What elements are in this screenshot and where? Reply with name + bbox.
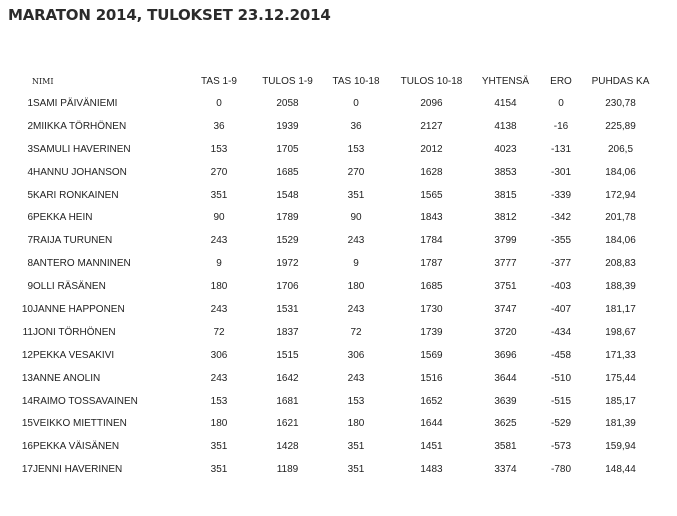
tas1-cell: 243 — [210, 235, 228, 247]
tas2-cell: 351 — [347, 464, 365, 476]
table-row — [16, 298, 658, 321]
tas1-cell: 180 — [210, 418, 228, 430]
yhteensa-cell: 4023 — [494, 143, 517, 155]
rank-cell: 9 — [27, 281, 33, 293]
ero-cell: -458 — [550, 349, 571, 361]
puhdas-cell: 148,44 — [605, 464, 636, 476]
yhteensa-cell: 3644 — [494, 372, 517, 384]
column-header-tulos2: TULOS 10-18 — [400, 75, 463, 87]
tulos1-cell: 1515 — [276, 349, 299, 361]
column-header-name: NIMI — [32, 76, 54, 86]
ero-cell: -403 — [550, 281, 571, 293]
yhteensa-cell: 4154 — [494, 97, 517, 109]
name-cell: RAIJA TURUNEN — [33, 235, 113, 247]
tulos2-cell: 1787 — [420, 258, 443, 270]
tas1-cell: 9 — [216, 258, 222, 270]
puhdas-cell: 208,83 — [605, 258, 636, 270]
yhteensa-cell: 3581 — [494, 441, 517, 453]
yhteensa-cell: 3374 — [494, 464, 517, 476]
tas1-cell: 270 — [210, 166, 228, 178]
tas2-cell: 153 — [347, 395, 365, 407]
tas2-cell: 0 — [353, 97, 359, 109]
tulos2-cell: 1565 — [420, 189, 443, 201]
column-header-puhdas: PUHDAS KA — [591, 75, 650, 87]
tas2-cell: 243 — [347, 235, 365, 247]
puhdas-cell: 175,44 — [605, 372, 636, 384]
table-row — [16, 412, 658, 435]
puhdas-cell: 184,06 — [605, 166, 636, 178]
name-cell: JENNI HAVERINEN — [33, 464, 123, 476]
tulos1-cell: 1685 — [276, 166, 299, 178]
yhteensa-cell: 3696 — [494, 349, 517, 361]
puhdas-cell: 188,39 — [605, 281, 636, 293]
tulos1-cell: 1681 — [276, 395, 299, 407]
rank-cell: 3 — [27, 143, 33, 155]
name-cell: RAIMO TOSSAVAINEN — [33, 395, 138, 407]
tulos2-cell: 2127 — [420, 120, 443, 132]
puhdas-cell: 198,67 — [605, 326, 636, 338]
tulos1-cell: 1706 — [276, 281, 299, 293]
name-cell: JANNE HAPPONEN — [33, 303, 125, 315]
yhteensa-cell: 3812 — [494, 212, 517, 224]
ero-cell: 0 — [558, 97, 564, 109]
tas2-cell: 153 — [347, 143, 365, 155]
rank-cell: 16 — [21, 441, 33, 453]
ero-cell: -407 — [550, 303, 571, 315]
puhdas-cell: 159,94 — [605, 441, 636, 453]
table-row — [16, 435, 658, 458]
column-header-yhteensa: YHTENSÄ — [481, 75, 530, 87]
yhteensa-cell: 3747 — [494, 303, 517, 315]
puhdas-cell: 172,94 — [605, 189, 636, 201]
ero-cell: -529 — [550, 418, 571, 430]
tas2-cell: 243 — [347, 303, 365, 315]
table-row — [16, 92, 658, 115]
yhteensa-cell: 3720 — [494, 326, 517, 338]
tas1-cell: 153 — [210, 395, 228, 407]
name-cell: SAMI PÄIVÄNIEMI — [33, 97, 118, 109]
name-cell: KARI RONKAINEN — [33, 189, 119, 201]
table-row — [16, 458, 658, 481]
tulos1-cell: 1705 — [276, 143, 299, 155]
ero-cell: -434 — [550, 326, 571, 338]
name-cell: MIIKKA TÖRHÖNEN — [33, 120, 127, 132]
tulos1-cell: 1837 — [276, 326, 299, 338]
ero-cell: -780 — [550, 464, 571, 476]
tulos2-cell: 1685 — [420, 281, 443, 293]
name-cell: JONI TÖRHÖNEN — [33, 326, 116, 338]
yhteensa-cell: 3639 — [494, 395, 517, 407]
tulos1-cell: 1189 — [276, 464, 299, 476]
name-cell: PEKKA HEIN — [33, 212, 93, 224]
tulos2-cell: 1628 — [420, 166, 443, 178]
tulos1-cell: 1642 — [276, 372, 299, 384]
tulos1-cell: 1621 — [276, 418, 299, 430]
tulos1-cell: 1972 — [276, 258, 299, 270]
yhteensa-cell: 3853 — [494, 166, 517, 178]
column-header-tas1: TAS 1-9 — [201, 75, 237, 87]
table-row — [16, 115, 658, 138]
tas2-cell: 180 — [347, 281, 365, 293]
ero-cell: -377 — [550, 258, 571, 270]
rank-cell: 10 — [21, 303, 33, 315]
table-row — [16, 252, 658, 275]
rank-cell: 14 — [21, 395, 33, 407]
puhdas-cell: 181,39 — [605, 418, 636, 430]
tas2-cell: 36 — [350, 120, 362, 132]
tulos2-cell: 1784 — [420, 235, 443, 247]
ero-cell: -339 — [550, 189, 571, 201]
ero-cell: -510 — [550, 372, 571, 384]
tas2-cell: 270 — [347, 166, 365, 178]
tas2-cell: 90 — [350, 212, 362, 224]
tas2-cell: 72 — [350, 326, 362, 338]
column-header-tas2: TAS 10-18 — [332, 75, 380, 87]
tas1-cell: 153 — [210, 143, 228, 155]
ero-cell: -131 — [550, 143, 571, 155]
rank-cell: 8 — [27, 258, 33, 270]
table-row — [16, 206, 658, 229]
name-cell: PEKKA VESAKIVI — [33, 349, 115, 361]
tas2-cell: 180 — [347, 418, 365, 430]
rank-cell: 13 — [21, 372, 33, 384]
tulos2-cell: 1451 — [420, 441, 443, 453]
puhdas-cell: 184,06 — [605, 235, 636, 247]
tas2-cell: 9 — [353, 258, 359, 270]
rank-cell: 5 — [27, 189, 33, 201]
tulos2-cell: 1843 — [420, 212, 443, 224]
tulos2-cell: 1644 — [420, 418, 443, 430]
rank-cell: 11 — [22, 326, 33, 338]
yhteensa-cell: 3799 — [494, 235, 517, 247]
name-cell: HANNU JOHANSON — [33, 166, 127, 178]
rank-cell: 17 — [21, 464, 33, 476]
tulos1-cell: 1789 — [276, 212, 299, 224]
column-header-tulos1: TULOS 1-9 — [262, 75, 313, 87]
tas2-cell: 351 — [347, 189, 365, 201]
table-row — [16, 390, 658, 413]
tulos2-cell: 2012 — [420, 143, 443, 155]
puhdas-cell: 225,89 — [605, 120, 636, 132]
name-cell: SAMULI HAVERINEN — [33, 143, 131, 155]
yhteensa-cell: 3625 — [494, 418, 517, 430]
ero-cell: -573 — [550, 441, 571, 453]
yhteensa-cell: 4138 — [494, 120, 517, 132]
rank-cell: 2 — [27, 120, 33, 132]
puhdas-cell: 201,78 — [605, 212, 636, 224]
puhdas-cell: 206,5 — [607, 143, 634, 155]
tulos1-cell: 1939 — [276, 120, 299, 132]
table-row — [16, 275, 658, 298]
results-body — [16, 92, 658, 481]
name-cell: PEKKA VÄISÄNEN — [33, 441, 120, 453]
name-cell: VEIKKO MIETTINEN — [33, 418, 127, 430]
tulos1-cell: 2058 — [276, 97, 299, 109]
tas1-cell: 351 — [210, 189, 228, 201]
tulos1-cell: 1529 — [276, 235, 299, 247]
tas1-cell: 72 — [213, 326, 225, 338]
name-cell: OLLI RÄSÄNEN — [33, 281, 106, 293]
rank-cell: 15 — [21, 418, 33, 430]
rank-cell: 1 — [27, 97, 33, 109]
tulos2-cell: 1516 — [420, 372, 443, 384]
tulos2-cell: 1652 — [420, 395, 443, 407]
tas2-cell: 306 — [347, 349, 365, 361]
tulos2-cell: 1730 — [420, 303, 443, 315]
rank-cell: 4 — [27, 166, 33, 178]
ero-cell: -301 — [550, 166, 571, 178]
yhteensa-cell: 3777 — [494, 258, 517, 270]
tas1-cell: 351 — [210, 441, 228, 453]
table-row — [16, 367, 658, 390]
tas2-cell: 351 — [347, 441, 365, 453]
ero-cell: -16 — [553, 120, 569, 132]
page-title: MARATON 2014, TULOKSET 23.12.2014 — [8, 6, 331, 24]
table-header-row — [16, 70, 658, 92]
ero-cell: -355 — [550, 235, 571, 247]
name-cell: ANTERO MANNINEN — [33, 258, 131, 270]
table-row — [16, 321, 658, 344]
yhteensa-cell: 3751 — [494, 281, 517, 293]
rank-cell: 6 — [27, 212, 33, 224]
table-row — [16, 229, 658, 252]
tulos2-cell: 1569 — [420, 349, 443, 361]
tas1-cell: 0 — [216, 97, 222, 109]
puhdas-cell: 185,17 — [605, 395, 636, 407]
puhdas-cell: 171,33 — [605, 349, 636, 361]
table-row — [16, 138, 658, 161]
results-table — [16, 70, 658, 481]
tas1-cell: 243 — [210, 303, 228, 315]
tulos2-cell: 2096 — [420, 97, 443, 109]
tas2-cell: 243 — [347, 372, 365, 384]
tas1-cell: 351 — [210, 464, 228, 476]
table-row — [16, 161, 658, 184]
table-row — [16, 344, 658, 367]
tas1-cell: 306 — [210, 349, 228, 361]
tas1-cell: 180 — [210, 281, 228, 293]
tas1-cell: 90 — [213, 212, 225, 224]
name-cell: ANNE ANOLIN — [33, 372, 101, 384]
column-header-ero: ERO — [550, 75, 572, 87]
tulos2-cell: 1483 — [420, 464, 443, 476]
ero-cell: -342 — [550, 212, 571, 224]
rank-cell: 12 — [21, 349, 33, 361]
tulos2-cell: 1739 — [420, 326, 443, 338]
yhteensa-cell: 3815 — [494, 189, 517, 201]
puhdas-cell: 181,17 — [605, 303, 636, 315]
tulos1-cell: 1428 — [276, 441, 299, 453]
puhdas-cell: 230,78 — [605, 97, 636, 109]
ero-cell: -515 — [550, 395, 571, 407]
tulos1-cell: 1531 — [276, 303, 299, 315]
tulos1-cell: 1548 — [276, 189, 299, 201]
tas1-cell: 243 — [210, 372, 228, 384]
rank-cell: 7 — [27, 235, 33, 247]
tas1-cell: 36 — [213, 120, 225, 132]
table-row — [16, 184, 658, 207]
